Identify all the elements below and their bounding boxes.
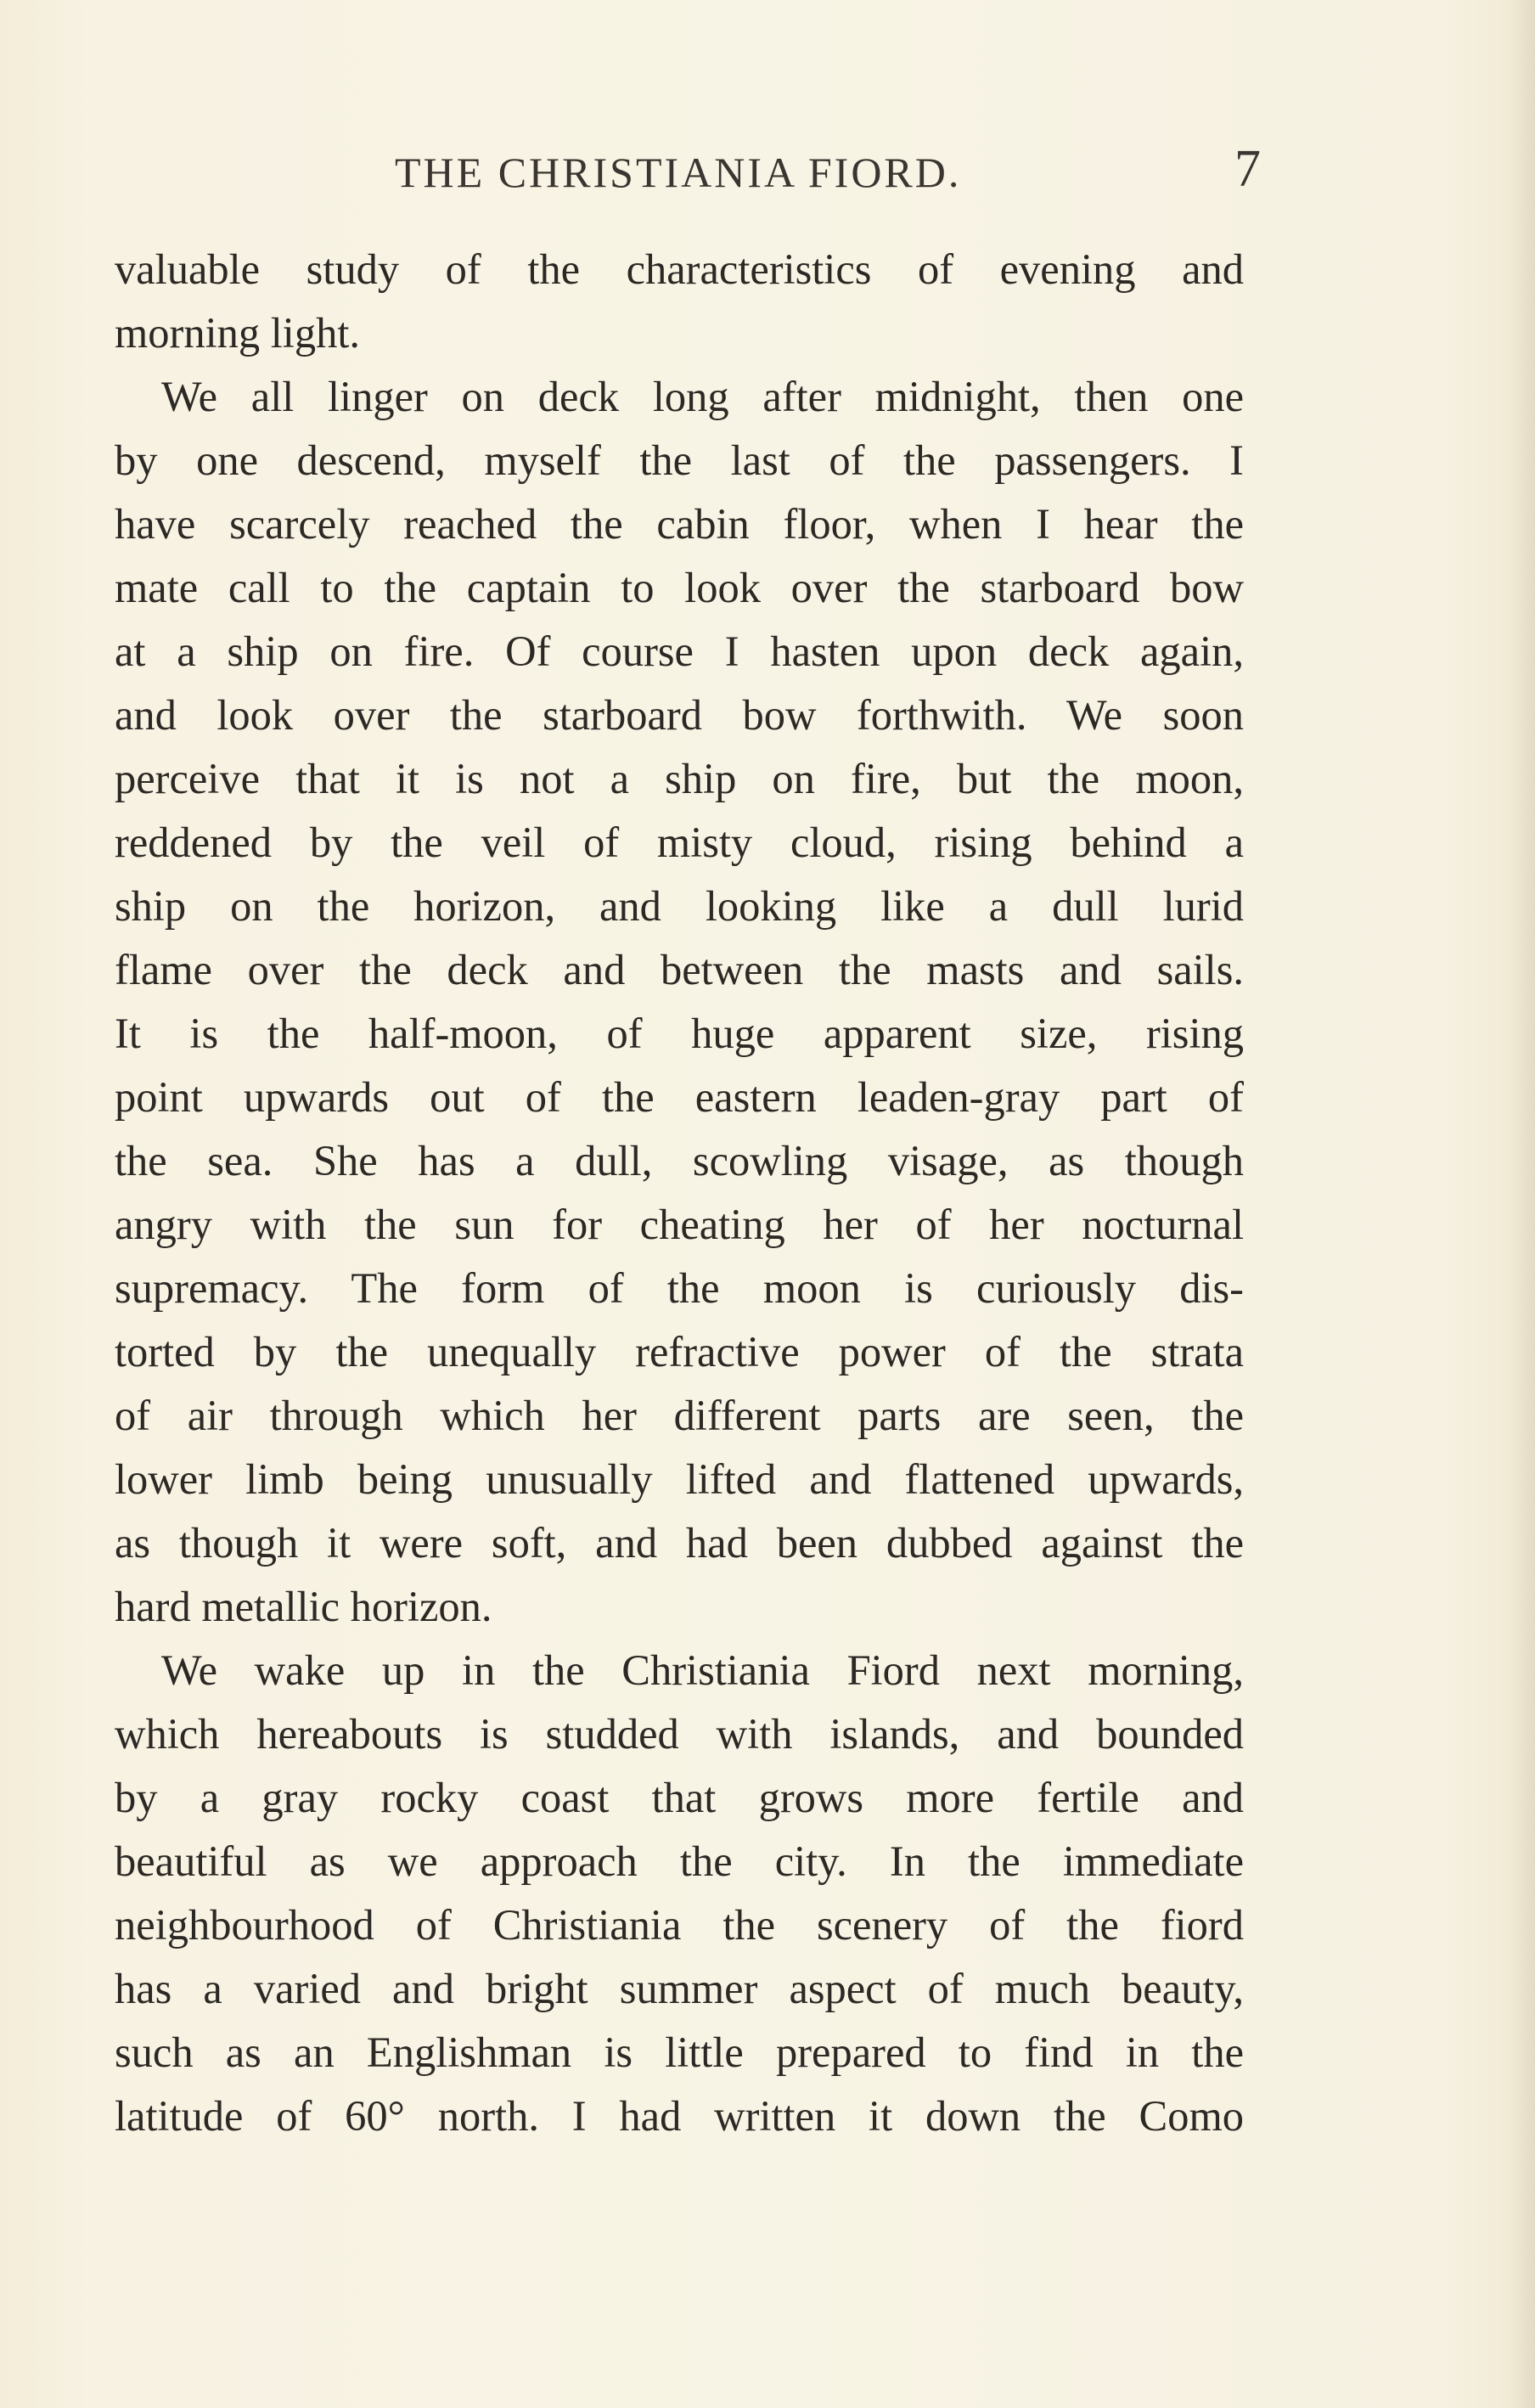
text-line: flame over the deck and between the masts and sails. — [115, 946, 1244, 993]
text-line: morning light. — [115, 309, 360, 357]
text-line: latitude of 60° north. I had written it down the Como — [115, 2092, 1244, 2140]
text-line: We all linger on deck long after midnight, then one — [161, 373, 1244, 420]
page-header — [115, 140, 1261, 202]
text-line: have scarcely reached the cabin floor, when I hear the — [115, 500, 1244, 548]
text-line: neighbourhood of Christiania the scenery of the fiord — [115, 1901, 1244, 1949]
text-line: It is the half-moon, of huge apparent size, rising — [115, 1010, 1244, 1057]
text-line: We wake up in the Christiania Fiord next morning, — [161, 1646, 1244, 1694]
text-line: torted by the unequally refractive power of the strata — [115, 1328, 1244, 1376]
page-number: 7 — [1234, 140, 1261, 198]
text-line: of air through which her different parts are seen, the — [115, 1392, 1244, 1439]
text-line: by a gray rocky coast that grows more fertile and — [115, 1774, 1244, 1821]
body-text — [115, 238, 1244, 2148]
text-line: beautiful as we approach the city. In the immediate — [115, 1837, 1244, 1885]
text-line: the sea. She has a dull, scowling visage, as though — [115, 1137, 1244, 1184]
text-line: at a ship on fire. Of course I hasten upon deck again, — [115, 627, 1244, 675]
text-line: mate call to the captain to look over the starboard bow — [115, 564, 1244, 611]
text-line: reddened by the veil of misty cloud, rising behind a — [115, 819, 1244, 866]
text-line: as though it were soft, and had been dubbed against the — [115, 1519, 1244, 1567]
text-line: has a varied and bright summer aspect of much beauty, — [115, 1965, 1244, 2012]
text-line: angry with the sun for cheating her of her nocturnal — [115, 1201, 1244, 1248]
text-line: which hereabouts is studded with islands, and bounded — [115, 1710, 1244, 1758]
text-line: point upwards out of the eastern leaden-gray part of — [115, 1073, 1244, 1121]
text-line: by one descend, myself the last of the passengers. I — [115, 436, 1244, 484]
text-line: such as an Englishman is little prepared to find in the — [115, 2028, 1244, 2076]
text-line: hard metallic horizon. — [115, 1583, 492, 1630]
running-title: THE CHRISTIANIA FIORD. — [395, 149, 962, 196]
text-line: perceive that it is not a ship on fire, but the moon, — [115, 755, 1244, 802]
text-line: valuable study of the characteristics of evening and — [115, 245, 1244, 293]
page-edge-shadow — [1510, 0, 1535, 2408]
text-line: ship on the horizon, and looking like a dull lurid — [115, 882, 1244, 930]
text-line: and look over the starboard bow forthwith. We soon — [115, 691, 1244, 739]
text-line: supremacy. The form of the moon is curiously dis- — [115, 1264, 1244, 1312]
text-line: lower limb being unusually lifted and flattened upwards, — [115, 1455, 1244, 1503]
